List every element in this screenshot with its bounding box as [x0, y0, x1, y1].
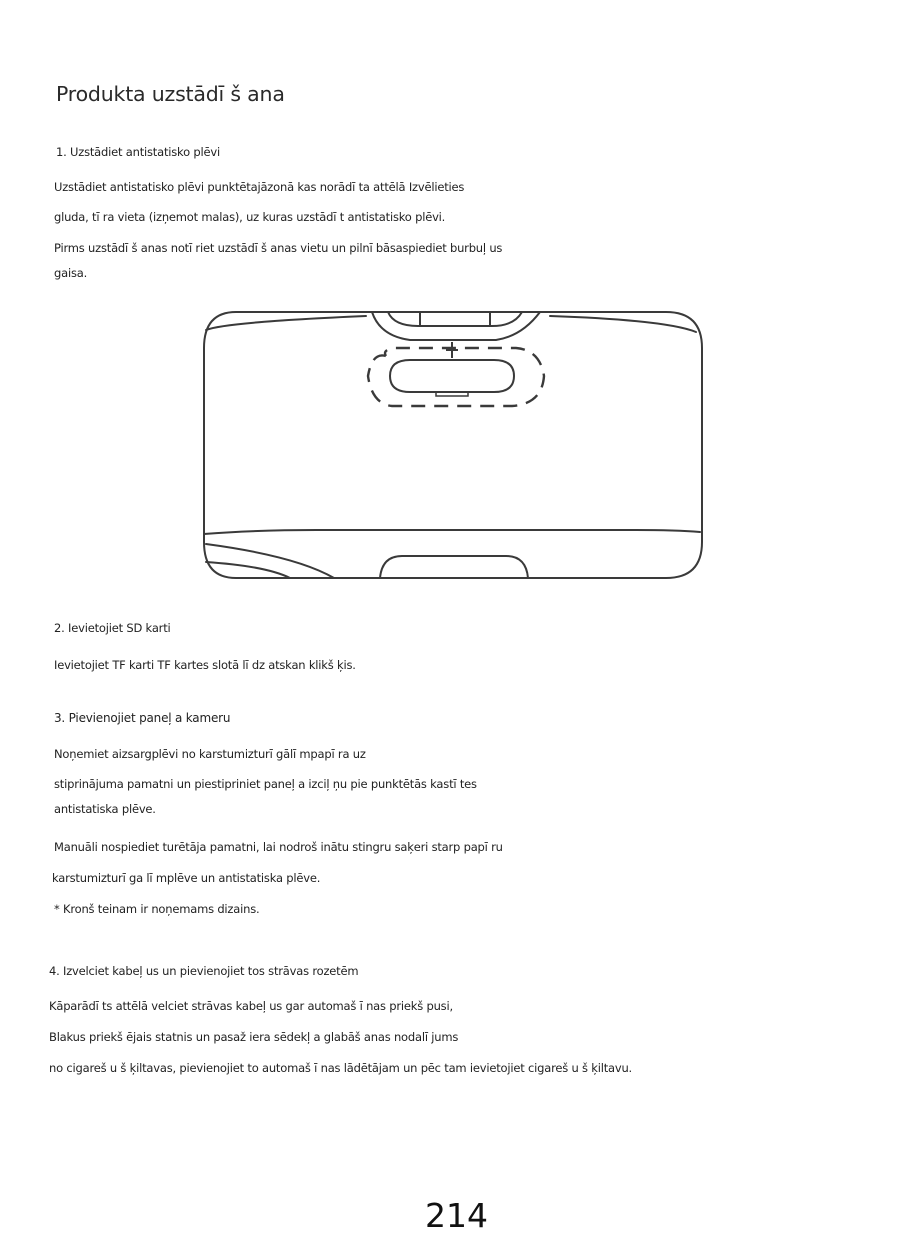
- section-2-line: Ievietojiet TF karti TF kartes slotā lī dz atskan klikš ķis.: [54, 658, 356, 672]
- section-3-line: karstumizturī ga lī mplēve un antistatiska plēve.: [52, 871, 321, 885]
- section-4-line: Blakus priekš ējais statnis un pasaž iera sēdekļ a glabāš anas nodalī jums: [49, 1030, 459, 1044]
- section-1-line: gaisa.: [54, 266, 88, 280]
- section-1-line: Pirms uzstādī š anas notī riet uzstādī š anas vietu un pilnī bāsaspiediet burbuļ us: [54, 241, 503, 255]
- section-4-line: no cigareš u š ķiltavas, pievienojiet to automaš ī nas lādētājam un pēc tam ievietojiet cigareš u š ķiltavu.: [49, 1061, 633, 1075]
- section-1-line: gluda, tī ra vieta (izņemot malas), uz kuras uzstādī t antistatisko plēvi.: [54, 210, 446, 224]
- page-number: 214: [425, 1196, 488, 1235]
- section-1-line: Uzstādiet antistatisko plēvi punktētajāzonā kas norādī ta attēlā Izvēlieties: [54, 180, 465, 194]
- camera-mount-illustration: [196, 306, 706, 584]
- section-1-heading: 1. Uzstādiet antistatisko plēvi: [56, 145, 220, 159]
- section-3-line: stiprinājuma pamatni un piestipriniet paneļ a izciļ ņu pie punktētās kastī tes: [54, 777, 477, 791]
- section-4-line: Kāparādī ts attēlā velciet strāvas kabeļ us gar automaš ī nas priekš pusi,: [49, 999, 453, 1013]
- section-3-line: antistatiska plēve.: [54, 802, 156, 816]
- section-3-note: * Kronš teinam ir noņemams dizains.: [54, 902, 260, 916]
- section-2-heading: 2. Ievietojiet SD karti: [54, 621, 171, 635]
- section-4-heading: 4. Izvelciet kabeļ us un pievienojiet tos strāvas rozetēm: [49, 964, 359, 978]
- section-3-line: Manuāli nospiediet turētāja pamatni, lai nodroš inātu stingru saķeri starp papī ru: [54, 840, 503, 854]
- section-3-heading: 3. Pievienojiet paneļ a kameru: [54, 711, 231, 725]
- section-3-line: Noņemiet aizsargplēvi no karstumizturī gālī mpapī ra uz: [54, 747, 366, 761]
- page-title: Produkta uzstādī š ana: [56, 82, 285, 106]
